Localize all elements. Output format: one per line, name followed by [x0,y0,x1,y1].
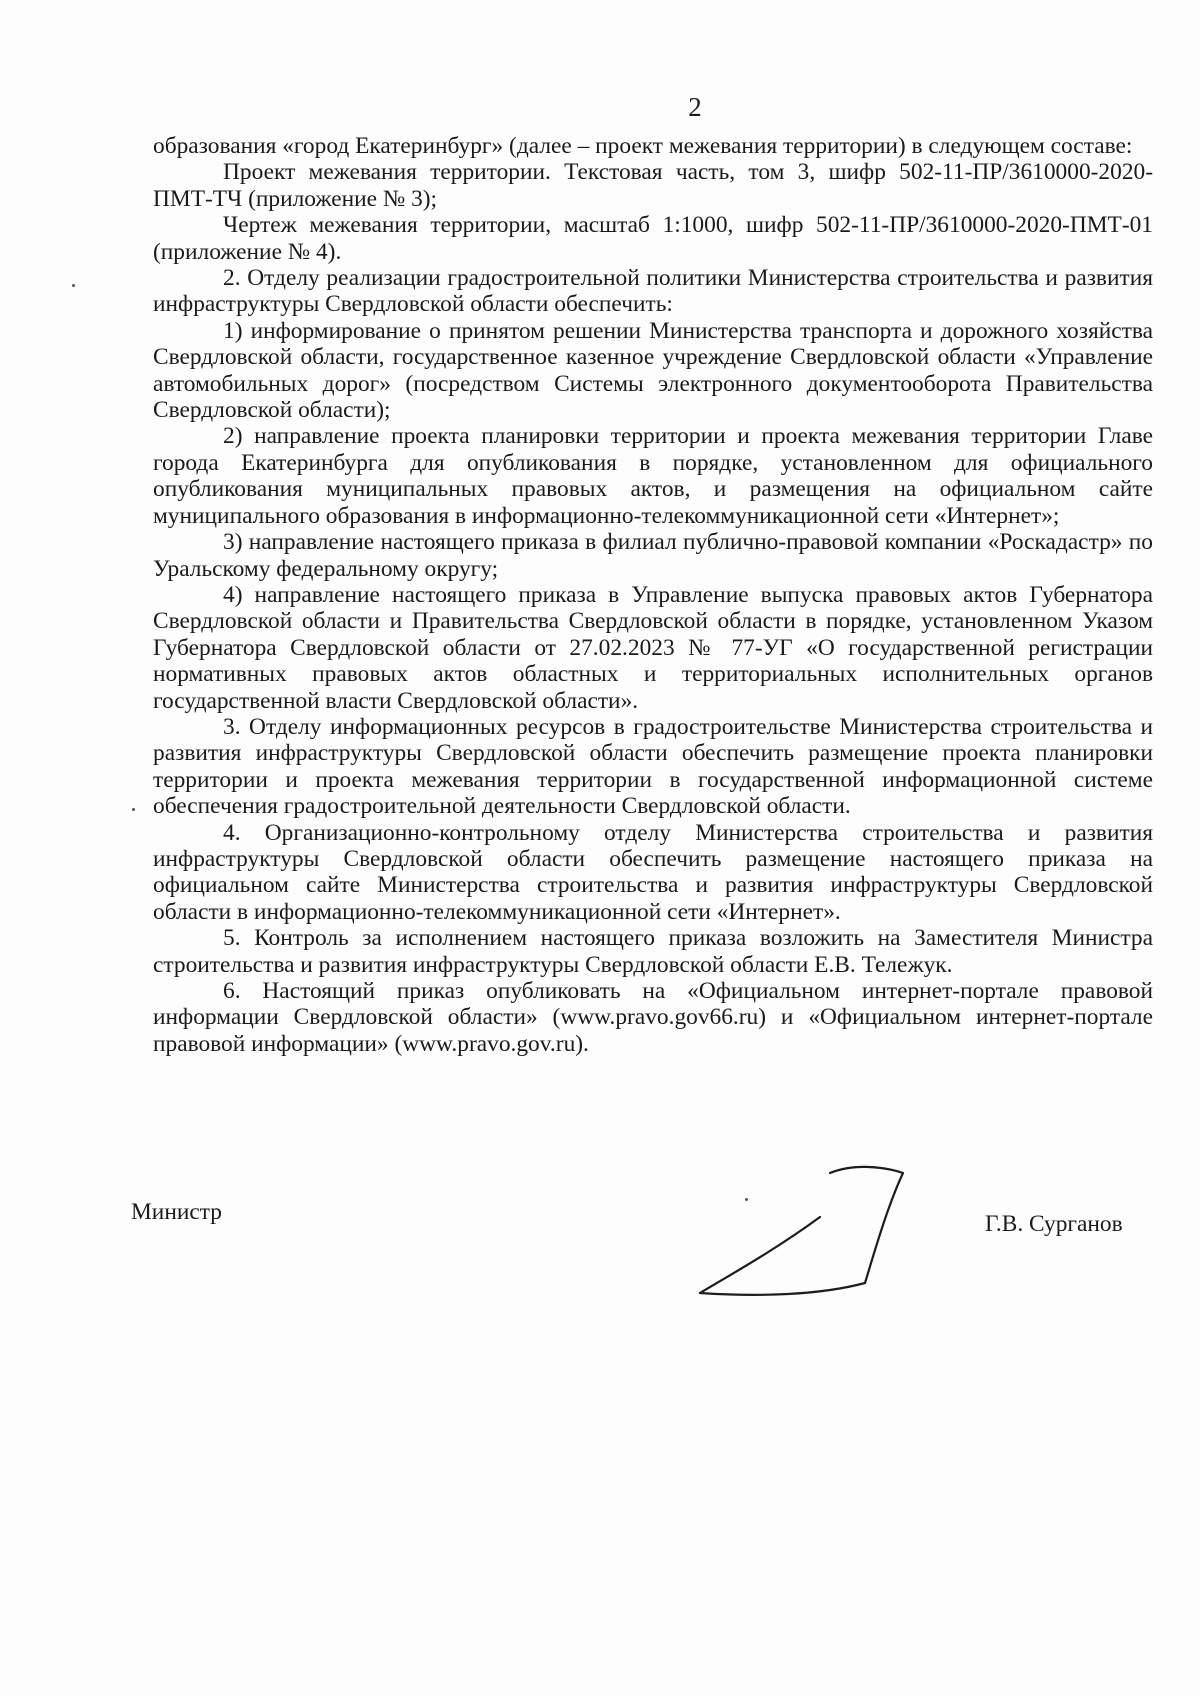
page-number: 2 [688,92,702,122]
scan-artifact [72,284,75,287]
paragraph: 4) направление настоящего приказа в Управление выпуска правовых актов Губернатора Свердловской области и Правительства Свердловской области в порядке, установленном Указом Губернатора Свердловской области от 27.02.2023 № 77-УГ «О государственной регистрации нормативных правовых актов областных и территориальных исполнительных органов государственной власти Свердловской области». [153,581,1153,714]
paragraph: 3. Отделу информационных ресурсов в градостроительстве Министерства строительства и развития инфраструктуры Свердловской области обеспечить размещение проекта планировки территории и проекта межевания территории в государственной информационной системе обеспечения градостроительной деятельности Свердловской области. [153,713,1153,820]
scan-artifact [745,1198,748,1201]
paragraph: Проект межевания территории. Текстовая часть, том 3, шифр 502-11-ПР/3610000-2020-ПМТ-ТЧ (приложение № 3); [153,159,1153,212]
document-body [153,133,1153,1057]
paragraph: 2) направление проекта планировки территории и проекта межевания территории Главе города Екатеринбурга для опубликования в порядке, установленном для официального опубликования муниципальных правовых актов, и размещения на официальном сайте муниципального образования в информационно-телекоммуникационной сети «Интернет»; [153,423,1153,529]
paragraph: 1) информирование о принятом решении Министерства транспорта и дорожного хозяйства Свердловской области, государственное казенное учреждение Свердловской области «Управление автомобильных дорог» (посредством Системы электронного документооборота Правительства Свердловской области); [153,317,1153,424]
signature-block [0,1155,1200,1355]
paragraph: 4. Организационно-контрольному отделу Министерства строительства и развития инфраструктуры Свердловской области обеспечить размещение настоящего приказа на официальном сайте Министерства строительства и развития инфраструктуры Свердловской области в информационно-телекоммуникационной сети «Интернет». [153,819,1153,925]
paragraph: 5. Контроль за исполнением настоящего приказа возложить на Заместителя Министра строительства и развития инфраструктуры Свердловской области Е.В. Тележук. [153,925,1153,978]
paragraph: образования «город Екатеринбург» (далее – проект межевания территории) в следующем составе: [153,133,1133,159]
signatory-name: Г.В. Сурганов [985,1211,1123,1237]
handwritten-signature [690,1155,950,1305]
signatory-title: Министр [131,1199,222,1225]
scan-artifact [132,808,135,811]
paragraph: 2. Отделу реализации градостроительной политики Министерства строительства и развития инфраструктуры Свердловской области обеспечить: [153,265,1153,318]
paragraph: Чертеж межевания территории, масштаб 1:1000, шифр 502-11-ПР/3610000-2020-ПМТ-01 (приложение № 4). [153,212,1153,265]
paragraph: 6. Настоящий приказ опубликовать на «Официальном интернет-портале правовой информации Свердловской области» (www.pravo.gov66.ru) и «Официальном интернет-портале правовой информации» (www.pravo.gov.ru). [153,978,1153,1057]
paragraph: 3) направление настоящего приказа в филиал публично-правовой компании «Роскадастр» по Уральскому федеральному округу; [153,529,1153,582]
